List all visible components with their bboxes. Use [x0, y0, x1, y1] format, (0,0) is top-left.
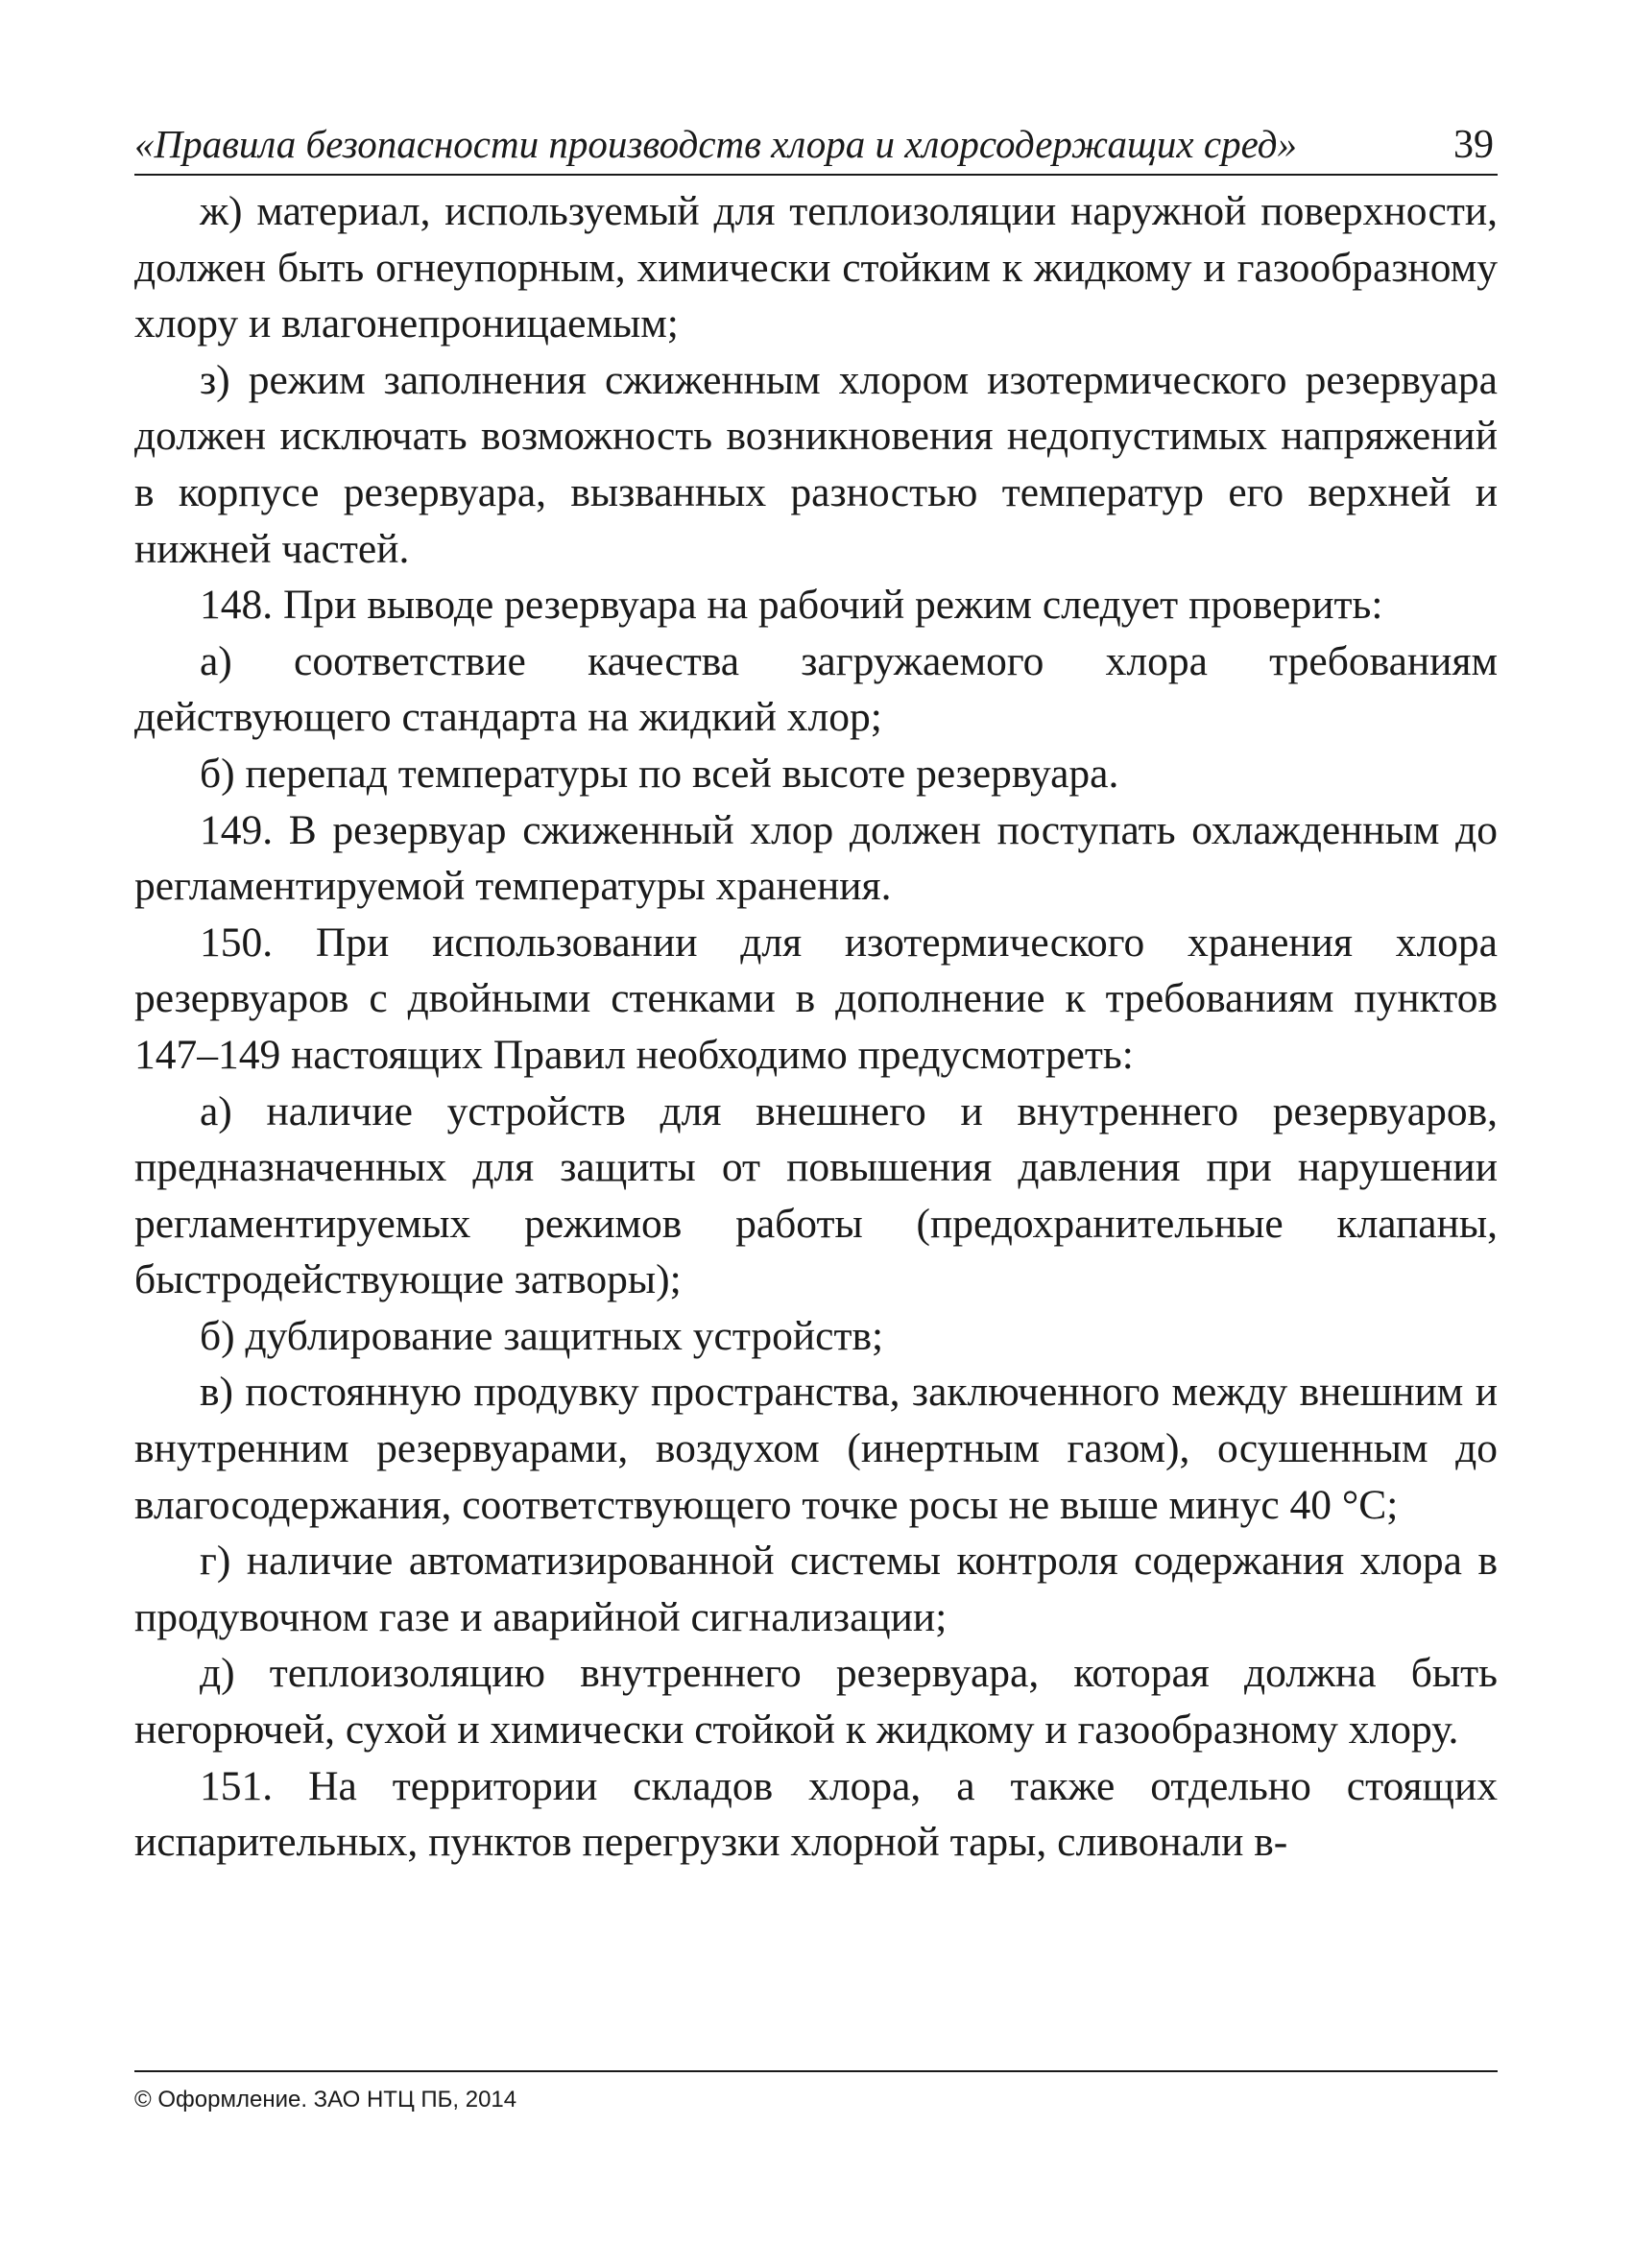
- paragraph: г) наличие автоматизированной системы контроля содержания хлора в продувочном газе и аварийной сигнализации;: [134, 1538, 1498, 1640]
- copyright-notice: © Оформление. ЗАО НТЦ ПБ, 2014: [134, 2087, 517, 2113]
- paragraph: з) режим заполнения сжиженным хлором изотермического резервуара должен исключать возможность возникновения недопустимых напряжений в корпусе резервуара, вызванных разностью температур его верхней и нижней частей.: [134, 356, 1498, 572]
- paragraph: 151. На территории складов хлора, а также отдельно стоящих испарительных, пунктов перегрузки хлорной тары, сливонали в-: [134, 1762, 1498, 1866]
- document-page: [134, 115, 1498, 1871]
- paragraph: ж) материал, используемый для теплоизоляции наружной поверхности, должен быть огнеупорным, химически стойким к жидкому и газообразному хлору и влагонепроницаемым;: [134, 188, 1498, 347]
- paragraph: 150. При использовании для изотермического хранения хлора резервуаров с двойными стенками в дополнение к требованиям пунктов 147–149 настоящих Правил необходимо предусмотреть:: [134, 919, 1498, 1078]
- running-header-title: «Правила безопасности производств хлора и хлорсодержащих сред»: [134, 122, 1297, 166]
- paragraph: 149. В резервуар сжиженный хлор должен поступать охлажденным до регламентируемой температуры хранения.: [134, 806, 1498, 910]
- paragraph: 148. При выводе резервуара на рабочий режим следует проверить:: [200, 582, 1383, 629]
- paragraph: д) теплоизоляцию внутреннего резервуара, которая должна быть негорючей, сухой и химически стойкой к жидкому и газообразному хлору.: [134, 1650, 1498, 1754]
- paragraph: а) соответствие качества загружаемого хлора требованиям действующего стандарта на жидкий хлор;: [134, 637, 1498, 741]
- paragraph: а) наличие устройств для внешнего и внутреннего резервуаров, предназначенных для защиты от повышения давления при нарушении регламентируемых режимов работы (предохранительные клапаны, быстродействующие затворы);: [134, 1087, 1498, 1303]
- paragraph: в) постоянную продувку пространства, заключенного между внешним и внутренним резервуарами, воздухом (инертным газом), осушенным до влагосодержания, соответствующего точке росы не выше минус 40 °С;: [134, 1369, 1498, 1528]
- body-text: [134, 183, 1498, 1871]
- page-number: 39: [1453, 123, 1494, 167]
- paragraph: б) дублирование защитных устройств;: [200, 1312, 884, 1359]
- page-footer: [134, 2070, 1498, 2114]
- running-header: [134, 115, 1498, 176]
- paragraph: б) перепад температуры по всей высоте резервуара.: [200, 750, 1119, 797]
